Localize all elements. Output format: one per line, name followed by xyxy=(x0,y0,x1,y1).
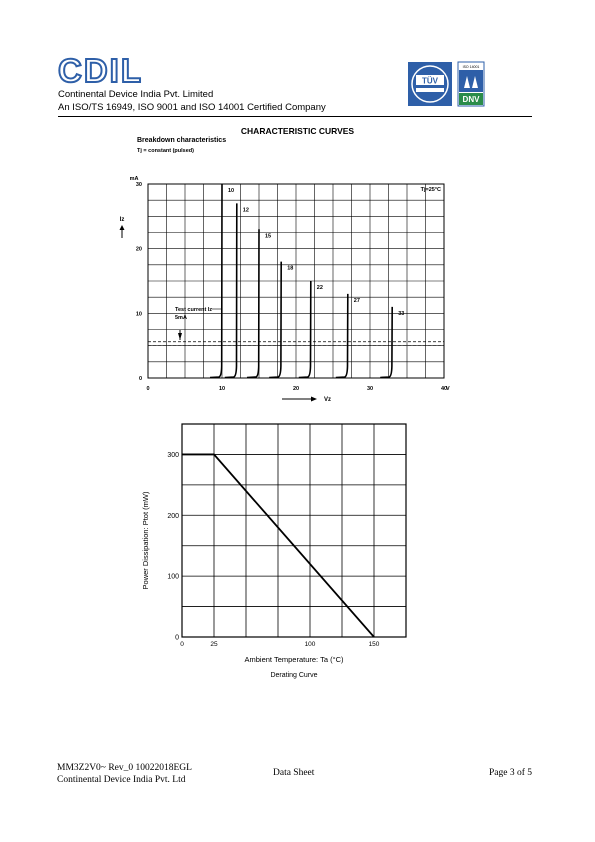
curve-label: 18 xyxy=(287,265,294,272)
x-tick-label: 100 xyxy=(304,641,316,648)
x-tick-label: 30 xyxy=(366,386,374,392)
y-tick-label: 100 xyxy=(167,573,179,581)
y-tick-label: 0 xyxy=(175,634,179,642)
y-tick-label: 300 xyxy=(167,451,179,459)
curve-label: 22 xyxy=(316,285,323,291)
y-tick-label: 30 xyxy=(135,182,142,188)
curve-label: 12 xyxy=(242,207,249,214)
chart-caption: Derating Curve xyxy=(270,672,318,679)
chart1-subtitle: Breakdown characteristics xyxy=(137,137,227,144)
footer-left xyxy=(57,762,192,786)
x-tick-label: 25 xyxy=(210,641,218,648)
y-tick-label: 20 xyxy=(135,246,142,253)
curve-label: 10 xyxy=(228,188,235,194)
footer-center: Data Sheet xyxy=(273,768,315,778)
y-axis-label: Power Dissipation: Ptot (mW) xyxy=(141,491,150,590)
curve-label: 15 xyxy=(265,233,272,240)
x-tick-label: 40 xyxy=(440,386,448,392)
curve-label: 27 xyxy=(353,297,360,304)
iso-text: ISO 14001 xyxy=(462,65,480,69)
y-tick-label: 0 xyxy=(138,376,142,382)
x-tick-label: 0 xyxy=(146,386,150,392)
x-axis-label: Vz xyxy=(324,397,332,403)
x-axis-label: Ambient Temperature: Ta (°C) xyxy=(244,655,344,664)
tuv-text: TÜV xyxy=(422,76,438,86)
temperature-label: Tj=25°C xyxy=(420,187,441,193)
x-tick-label: 10 xyxy=(218,386,226,392)
y-tick-label: 10 xyxy=(135,311,142,318)
x-tick-label: 20 xyxy=(292,386,300,392)
footer-company: Continental Device India Pvt. Ltd xyxy=(57,775,186,785)
page-number: Page 3 of 5 xyxy=(489,768,533,778)
company-certification: An ISO/TS 16949, ISO 9001 and ISO 14001 Certified Company xyxy=(58,102,326,113)
company-name: Continental Device India Pvt. Limited xyxy=(58,89,214,100)
dnv-text: DNV xyxy=(462,95,480,104)
x-tick-label: 150 xyxy=(368,641,380,648)
test-current-value: 5mA xyxy=(175,315,187,321)
y-unit-label: mA xyxy=(129,176,139,182)
chart1-condition: Tj = constant (pulsed) xyxy=(137,148,194,154)
curve-label: 33 xyxy=(398,310,405,317)
y-axis-label: Iz xyxy=(119,217,125,223)
y-tick-label: 200 xyxy=(167,512,179,520)
test-current-label: Test current Iz xyxy=(175,307,213,313)
doc-id: MM3Z2V0~ Rev_0 10022018EGL xyxy=(57,763,192,773)
company-logo: CDIL xyxy=(58,52,143,89)
x-tick-label: 0 xyxy=(180,641,184,648)
section-title: CHARACTERISTIC CURVES xyxy=(240,126,355,136)
x-unit-label: V xyxy=(446,386,450,392)
